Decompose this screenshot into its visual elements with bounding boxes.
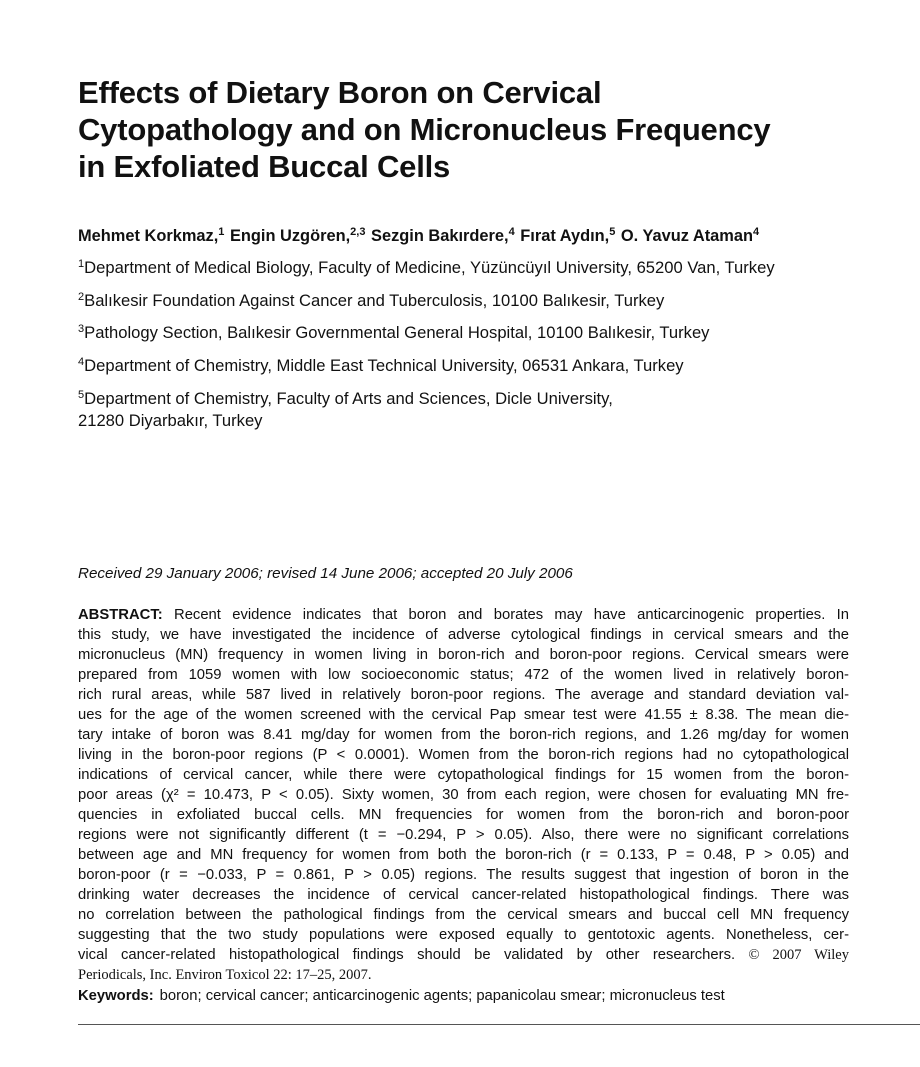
title-line: Cytopathology and on Micronucleus Frequency <box>78 112 771 147</box>
abstract-line: regions were not significantly different (t = −0.294, P > 0.05). Also, there were no significant correlations <box>78 827 849 843</box>
abstract-line: living in the boron-poor regions (P < 0.0001). Women from the boron-rich regions had no cytopathological <box>78 747 849 763</box>
title-line: Effects of Dietary Boron on Cervical <box>78 75 602 110</box>
abstract-line: between age and MN frequency for women from both the boron-rich (r = 0.133, P = 0.48, P > 0.05) and <box>78 847 849 863</box>
author: O. Yavuz Ataman$^4$ <box>620 226 760 245</box>
citation-line: Periodicals, Inc. Environ Toxicol 22: 17–25, 2007. <box>78 967 372 983</box>
keywords-text: boron; cervical cancer; anticarcinogenic agents; papanicolau smear; micronucleus test <box>159 988 725 1004</box>
abstract-line: drinking water decreases the incidence of cervical cancer-related histopathological findings. There was <box>78 887 849 903</box>
abstract-label: ABSTRACT: <box>78 607 163 623</box>
abstract-line: suggesting that the two study populations were exposed equally to gentotoxic agents. Nonetheless, cer- <box>78 927 849 943</box>
affiliation-3: $^3$Pathology Section, Balıkesir Governmental General Hospital, 10100 Balıkesir, Turkey <box>78 323 710 342</box>
author: Fırat Aydın,$^5$ <box>520 226 616 245</box>
abstract-line: this study, we have investigated the incidence of adverse cytological findings in cervical smears and the <box>78 627 849 643</box>
abstract-line: prepared from 1059 women with low socioeconomic status; 472 of the women lived in relatively boron- <box>78 667 849 683</box>
abstract-line: rich rural areas, while 587 lived in relatively boron-poor regions. The average and standard deviation val- <box>78 687 849 703</box>
abstract-line: tary intake of boron was 8.41 mg/day for women from the boron-rich regions, and 1.26 mg/day for women <box>78 727 849 743</box>
abstract-line: quencies in exfoliated buccal cells. MN frequencies for women from the boron-rich and boron-poor <box>78 807 849 823</box>
article-title <box>78 74 878 185</box>
abstract-line: ues for the age of the women screened with the cervical Pap smear test were 41.55 ± 8.38. The mean die- <box>78 707 849 723</box>
abstract-line: no correlation between the pathological findings from the cervical smears and buccal cell MN frequency <box>78 907 849 923</box>
divider-rule <box>78 1024 920 1025</box>
affiliation-5: $^5$Department of Chemistry, Faculty of Arts and Sciences, Dicle University, 21280 Diyarbakır, Turkey <box>78 389 613 430</box>
copyright-notice: © 2007 Wiley <box>748 947 849 963</box>
keywords <box>78 986 725 1006</box>
abstract-line: indications of cervical cancer, while there were cytopathological findings for 15 women from the boron- <box>78 767 849 783</box>
abstract-line: micronucleus (MN) frequency in women living in boron-rich and boron-poor regions. Cervical smears were <box>78 647 849 663</box>
author: Mehmet Korkmaz,$^1$ <box>78 226 225 245</box>
author-list <box>78 224 878 248</box>
affiliation-4: $^4$Department of Chemistry, Middle East Technical University, 06531 Ankara, Turkey <box>78 356 684 375</box>
keywords-label: Keywords: <box>78 988 154 1004</box>
abstract-line: ABSTRACT: Recent evidence indicates that boron and borates may have anticarcinogenic properties. In <box>78 607 849 623</box>
affiliation-2: $^2$Balıkesir Foundation Against Cancer and Tuberculosis, 10100 Balıkesir, Turkey <box>78 291 665 310</box>
author: Engin Uzgören,$^{2,3}$ <box>229 226 366 245</box>
abstract <box>78 605 849 985</box>
received-dates: Received 29 January 2006; revised 14 June 2006; accepted 20 July 2006 <box>78 565 573 582</box>
title-line: in Exfoliated Buccal Cells <box>78 149 451 184</box>
abstract-line: vical cancer-related histopathological findings should be validated by other researchers. © 2007 Wiley <box>78 947 849 963</box>
abstract-line: poor areas (χ² = 10.473, P < 0.05). Sixty women, 30 from each region, were chosen for evaluating MN fre- <box>78 787 849 803</box>
abstract-line: boron-poor (r = −0.033, P = 0.861, P > 0.05) regions. The results suggest that ingestion of boron in the <box>78 867 849 883</box>
author: Sezgin Bakırdere,$^4$ <box>371 226 515 245</box>
affiliation-1: $^1$Department of Medical Biology, Faculty of Medicine, Yüzüncüyıl University, 65200 Van, Turkey <box>78 258 775 277</box>
